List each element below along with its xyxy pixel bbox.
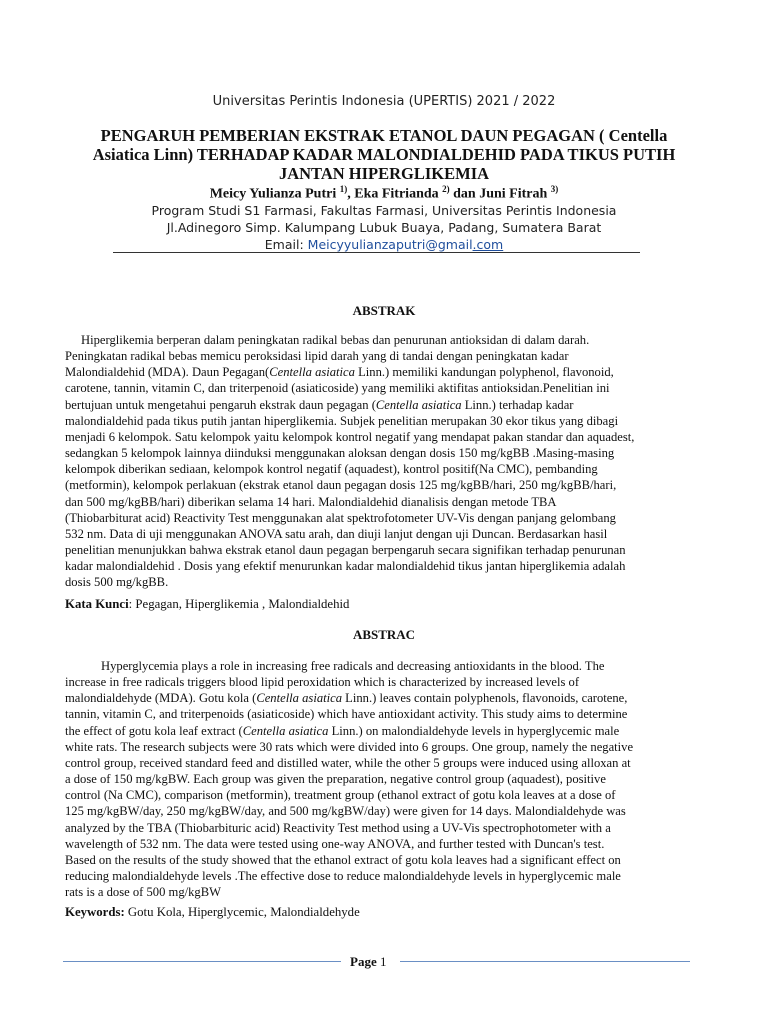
abstract-line: rats is a dose of 500 mg/kgBW bbox=[65, 885, 222, 900]
abstrak-line: Malondialdehid (MDA). Daun Pegagan(Centella asiatica Linn.) memiliki kandungan polyphenol, flavonoid, bbox=[65, 365, 614, 380]
footer-rule-right bbox=[400, 961, 690, 962]
paper-title bbox=[55, 126, 713, 183]
abstrak-line: kadar malondialdehid . Dosis yang efektif menurunkan kadar malondialdehid tikus jantan hiperglikemia adalah bbox=[65, 559, 626, 574]
running-header: Universitas Perintis Indonesia (UPERTIS) 2021 / 2022 bbox=[212, 94, 556, 109]
author-affiliation-mark: 2) bbox=[442, 184, 450, 194]
abstract-line: tannin, vitamin C, and triterpenoids (asiaticoside) which have antioxidant activity. This study aims to determine bbox=[65, 707, 628, 722]
abstrak-line: (metformin), kelompok perlakuan (ekstrak etanol daun pegagan dosis 125 mg/kgBB/hari, 250 mg/kgBB/hari, bbox=[65, 478, 617, 493]
abstrak-line: Peningkatan radikal bebas memicu peroksidasi lipid darah yang di tandai dengan peningkatan kadar bbox=[65, 349, 569, 364]
keywords bbox=[65, 905, 360, 920]
abstrak-line: carotene, tannin, vitamin C, dan triterpenoid (asiaticoside) yang memiliki aktifitas antioksidan.Penelitian ini bbox=[65, 381, 610, 396]
abstrak-line: bertujuan untuk mengetahui pengaruh ekstrak daun pegagan (Centella asiatica Linn.) terhadap kadar bbox=[65, 397, 574, 412]
footer-rule-left bbox=[63, 961, 341, 962]
abstract-line: control (Na CMC), comparison (metformin), treatment group (ethanol extract of gotu kola leaves at a dose of bbox=[65, 788, 616, 803]
author-affiliation-mark: 3) bbox=[550, 184, 559, 194]
kata-kunci bbox=[65, 597, 349, 612]
abstract-body bbox=[65, 658, 707, 900]
abstract-line: analyzed by the TBA (Thiobarbituric acid) Reactivity Test method using a UV-Vis spectrophotometer with a bbox=[65, 820, 611, 835]
author-name: Meicy Yulianza Putri bbox=[209, 186, 337, 202]
abstract-line: malondialdehyde (MDA). Gotu kola (Centella asiatica Linn.) leaves contain polyphenols, flavonoids, carotene, bbox=[65, 691, 628, 706]
abstract-line: white rats. The research subjects were 30 rats which were divided into 6 groups. One group, namely the negative bbox=[65, 739, 634, 754]
affiliation-address: Jl.Adinegoro Simp. Kalumpang Lubuk Buaya, Padang, Sumatera Barat bbox=[166, 220, 602, 235]
email-domain[interactable]: .com bbox=[472, 237, 504, 252]
abstrak-line: sedangkan 5 kelompok lainnya diinduksi menggunakan aloksan dengan dosis 150 mg/kgBB .Masing-masing bbox=[65, 446, 615, 461]
kata-kunci-label: Kata Kunci bbox=[65, 597, 129, 611]
email-user[interactable]: Meicyyulianzaputri@gmail bbox=[307, 237, 473, 252]
abstract-line: increase in free radicals triggers blood lipid peroxidation which is characterized by increased levels of bbox=[65, 675, 580, 690]
header-divider bbox=[113, 252, 640, 253]
abstrak-line: kelompok diberikan sediaan, kelompok kontrol negatif (aquadest), kontrol positif(Na CMC), pembanding bbox=[65, 462, 598, 477]
abstract-line: a dose of 150 mg/kgBW. Each group was given the preparation, negative control group (aquadest), positive bbox=[65, 772, 606, 787]
abstrak-line: menjadi 6 kelompok. Satu kelompok yaitu kelompok kontrol negatif yang mendapat pakan standar dan aquadest, bbox=[65, 429, 635, 444]
abstract-line: Based on the results of the study showed that the ethanol extract of gotu kola leaves had a significant effect on bbox=[65, 852, 621, 867]
abstrak-body bbox=[65, 332, 707, 591]
email-label: Email: bbox=[264, 237, 304, 252]
page-number-value: 1 bbox=[379, 954, 387, 969]
abstrak-line: (Thiobarbiturat acid) Reactivity Test menggunakan alat spektrofotometer UV-Vis dengan panjang gelombang bbox=[65, 510, 616, 525]
abstract-heading: ABSTRAC bbox=[352, 627, 416, 642]
abstrak-line: 532 nm. Data di uji menggunakan ANOVA satu arah, dan diuji lanjut dengan uji Duncan. Berdasarkan hasil bbox=[65, 526, 608, 541]
keywords-label: Keywords: bbox=[65, 905, 125, 919]
abstract-line: wavelength of 532 nm. The data were tested using one-way ANOVA, and further tested with Duncan's test. bbox=[65, 836, 605, 851]
author-affiliation-mark: 1) bbox=[339, 184, 348, 194]
page-number bbox=[350, 954, 386, 970]
abstrak-line: dosis 500 mg/kgBB. bbox=[65, 575, 169, 590]
title-line-1: PENGARUH PEMBERIAN EKSTRAK ETANOL DAUN PEGAGAN ( Centella bbox=[100, 126, 668, 145]
author-name: Eka Fitrianda bbox=[354, 186, 439, 202]
page-label: Page bbox=[350, 954, 377, 969]
abstrak-heading: ABSTRAK bbox=[352, 303, 416, 318]
kata-kunci-value: : Pegagan, Hiperglikemia , Malondialdehid bbox=[128, 597, 350, 611]
author-email bbox=[0, 237, 768, 252]
keywords-value: Gotu Kola, Hiperglycemic, Malondialdehyde bbox=[124, 905, 360, 919]
abstrak-line: dan 500 mg/kgBB/hari) diberikan selama 14 hari. Malondialdehid dianalisis dengan metode TBA bbox=[65, 494, 557, 509]
title-line-3: JANTAN HIPERGLIKEMIA bbox=[278, 164, 490, 183]
abstract-line: reducing malondialdehyde levels .The effective dose to reduce malondialdehyde levels in hyperglycemic male bbox=[65, 869, 621, 884]
abstract-line: control group, received standard feed and distilled water, while the other 5 groups were induced using alloxan at bbox=[65, 755, 631, 770]
abstrak-line: penelitian menunjukkan bahwa ekstrak etanol daun pegagan berpengaruh secara signifikan terhadap penurunan bbox=[65, 543, 626, 558]
abstract-line: the effect of gotu kola leaf extract (Centella asiatica Linn.) on malondialdehyde levels in hyperglycemic male bbox=[65, 723, 620, 738]
abstract-line: 125 mg/kgBW/day, 250 mg/kgBW/day, and 500 mg/kgBW/day) were given for 14 days. Malondialdehyde was bbox=[65, 804, 626, 819]
title-line-2: Asiatica Linn) TERHADAP KADAR MALONDIALDEHID PADA TIKUS PUTIH bbox=[92, 145, 676, 164]
author-list: Meicy Yulianza Putri $^{1)}$, Eka Fitrianda $^{2)}$ dan Juni Fitrah $^{3)}$ bbox=[209, 184, 559, 202]
abstrak-line: malondialdehid pada tikus putih jantan hiperglikemia. Subjek penelitian merupakan 30 ekor tikus yang dibagi bbox=[65, 413, 619, 428]
author-name: dan Juni Fitrah bbox=[453, 186, 548, 202]
affiliation-program: Program Studi S1 Farmasi, Fakultas Farmasi, Universitas Perintis Indonesia bbox=[151, 203, 617, 218]
abstract-line: Hyperglycemia plays a role in increasing free radicals and decreasing antioxidants in the blood. The bbox=[101, 659, 605, 673]
abstrak-line: Hiperglikemia berperan dalam peningkatan radikal bebas dan penurunan antioksidan di dalam darah. bbox=[81, 333, 590, 347]
